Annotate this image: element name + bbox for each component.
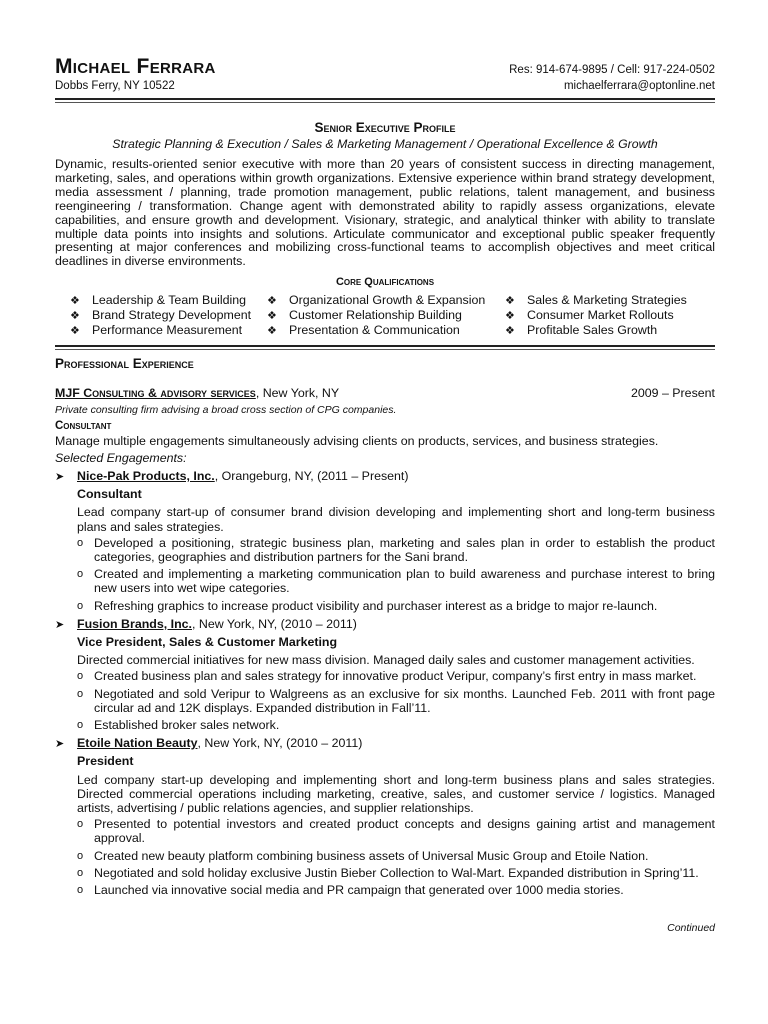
list-item: o Launched via innovative social media and PR campaign that generated over 1000 media stories. xyxy=(77,883,624,898)
header-divider xyxy=(55,98,715,100)
role-title: Consultant xyxy=(55,420,112,433)
list-item: o Negotiated and sold Veripur to Walgreens as an exclusive for six months. Launched Feb. 2011 with front page circular ad and 12K displays. Expanded distribution in Fall’11. xyxy=(77,686,715,715)
experience-section xyxy=(55,386,715,900)
arrow-bullet-icon: ➤ xyxy=(55,618,65,631)
qualification-item: ❖ Presentation & Communication xyxy=(267,322,460,337)
section-divider-thin xyxy=(55,349,715,350)
qualification-item: ❖ Sales & Marketing Strategies xyxy=(505,293,687,307)
qualification-item: ❖ Profitable Sales Growth xyxy=(505,322,658,337)
list-item: o Negotiated and sold holiday exclusive Justin Bieber Collection to Wal-Mart. Expanded distribution in Spring’11. xyxy=(77,865,699,880)
list-item: o Refreshing graphics to increase product visibility and purchaser interest as a bridge to major re-launch. xyxy=(77,598,658,613)
engagement-bullets xyxy=(55,536,715,613)
engagement-body xyxy=(55,754,715,815)
diamond-bullet-icon: ❖ xyxy=(505,324,515,337)
profile-summary: Dynamic, results-oriented senior executive with more than 20 years of consistent success in directing management, marketing, sales, and operations within growth organizations. Extensive experience within brand strategy development, media assessment / planning, trade promotion management, public relations, talent management, and business reengineering / transformation. Change agent with demonstrated ability to rapidly assess organizations, elevate capabilities, and ensure growth and development. Visionary, strategic, and analytical thinker with ability to translate multiple data points into insights and solutions. Articulate communicator and exceptional public speaker frequently presenting at major conferences and mobilizing cross-functional teams to accomplish objectives and meet critical deadlines in diverse environments. xyxy=(55,157,715,269)
selected-engagements-label: Selected Engagements: xyxy=(55,450,187,465)
diamond-bullet-icon: ❖ xyxy=(267,295,277,307)
candidate-name: Michael Ferrara xyxy=(55,55,216,78)
list-item: o Established broker sales network. xyxy=(77,718,280,733)
circle-bullet-icon: o xyxy=(77,866,84,879)
candidate-address: Dobbs Ferry, NY 10522 xyxy=(55,80,175,92)
qualifications-column-1 xyxy=(70,293,251,337)
engagement-description: Lead company start-up of consumer brand division developing and implementing short and long-term business plans and sales strategies. xyxy=(77,505,715,534)
engagement-description: Directed commercial initiatives for new mass division. Managed daily sales and customer management activities. xyxy=(77,653,695,668)
experience-section-title: Professional Experience xyxy=(55,356,194,371)
circle-bullet-icon: o xyxy=(77,849,84,862)
engagement-bullets xyxy=(55,817,715,897)
diamond-bullet-icon: ❖ xyxy=(505,309,515,322)
arrow-bullet-icon: ➤ xyxy=(55,738,65,751)
list-item: o Created new beauty platform combining business assets of Universal Music Group and Etoile Nation. xyxy=(77,848,649,863)
diamond-bullet-icon: ❖ xyxy=(267,309,277,322)
engagement-body xyxy=(55,635,715,667)
engagement-title: Vice President, Sales & Customer Marketing xyxy=(77,635,338,650)
email-address: michaelferrara@optonline.net xyxy=(563,80,715,92)
qualification-item: ❖ Organizational Growth & Expansion xyxy=(267,293,486,307)
engagement-title: Consultant xyxy=(77,487,142,502)
engagement-bullets xyxy=(55,669,715,732)
circle-bullet-icon: o xyxy=(77,670,84,683)
profile-subtitle: Strategic Planning & Execution / Sales & Marketing Management / Operational Excellence & Growth xyxy=(112,137,658,151)
engagement-description: Led company start-up developing and implementing short and long-term business plans and sales strategies. Directed commercial operations including marketing, creative, sales, and customer service / logistics. Managed artists, advertising / public relations agencies, and supplier relationships. xyxy=(77,772,715,816)
qualifications-column-2 xyxy=(267,293,485,337)
firm-description: Private consulting firm advising a broad cross section of CPG companies. xyxy=(55,404,397,417)
arrow-bullet-icon: ➤ xyxy=(55,471,65,484)
circle-bullet-icon: o xyxy=(77,719,84,732)
diamond-bullet-icon: ❖ xyxy=(267,324,277,337)
diamond-bullet-icon: ❖ xyxy=(70,324,80,337)
header-divider-thin xyxy=(55,102,715,103)
circle-bullet-icon: o xyxy=(77,599,84,612)
engagement-company: ➤ Etoile Nation Beauty, New York, NY, (2010 – 2011) xyxy=(55,736,363,751)
list-item: o Created and implementing a marketing communication plan to build awareness and purchase interest to bring new users into wet wipe categories. xyxy=(77,567,715,596)
qualification-item: ❖ Customer Relationship Building xyxy=(267,307,462,322)
section-divider xyxy=(55,345,715,347)
firm-location: , New York, NY xyxy=(255,386,340,400)
circle-bullet-icon: o xyxy=(77,568,84,581)
firm-name: MJF Consulting & advisory services xyxy=(55,386,256,400)
list-item: o Presented to potential investors and created product concepts and designs gaining artist and management approval. xyxy=(77,817,715,846)
circle-bullet-icon: o xyxy=(77,536,84,549)
diamond-bullet-icon: ❖ xyxy=(70,309,80,322)
engagement-company: ➤ Nice-Pak Products, Inc., Orangeburg, NY, (2011 – Present) xyxy=(55,469,409,484)
diamond-bullet-icon: ❖ xyxy=(505,295,515,307)
list-item: o Developed a positioning, strategic business plan, marketing and sales plan in order to establish the product categories, geographies and distribution partners for the Sani brand. xyxy=(77,535,715,565)
circle-bullet-icon: o xyxy=(77,687,84,700)
role-description: Manage multiple engagements simultaneously advising clients on products, services, and business strategies. xyxy=(55,433,659,448)
engagement-company: ➤ Fusion Brands, Inc., New York, NY, (2010 – 2011) xyxy=(55,616,357,631)
engagement-body xyxy=(55,487,715,534)
qualifications-column-3 xyxy=(505,293,687,337)
firm-header xyxy=(55,386,715,400)
firm-dates: 2009 – Present xyxy=(630,386,715,400)
qualification-item: ❖ Brand Strategy Development xyxy=(70,307,252,322)
diamond-bullet-icon: ❖ xyxy=(70,295,80,307)
qualification-item: ❖ Leadership & Team Building xyxy=(70,293,247,307)
core-qualifications-title: Core Qualifications xyxy=(335,276,435,288)
circle-bullet-icon: o xyxy=(77,884,84,897)
continued-note: Continued xyxy=(667,922,715,934)
qualification-item: ❖ Consumer Market Rollouts xyxy=(505,307,674,322)
list-item: o Created business plan and sales strategy for innovative product Veripur, company’s first entry in mass market. xyxy=(77,669,697,684)
phone-numbers: Res: 914-674-9895 / Cell: 917-224-0502 xyxy=(509,64,715,76)
profile-title: Senior Executive Profile xyxy=(314,120,456,135)
engagement-title: President xyxy=(77,754,134,769)
circle-bullet-icon: o xyxy=(77,818,84,831)
qualification-item: ❖ Performance Measurement xyxy=(70,322,243,337)
